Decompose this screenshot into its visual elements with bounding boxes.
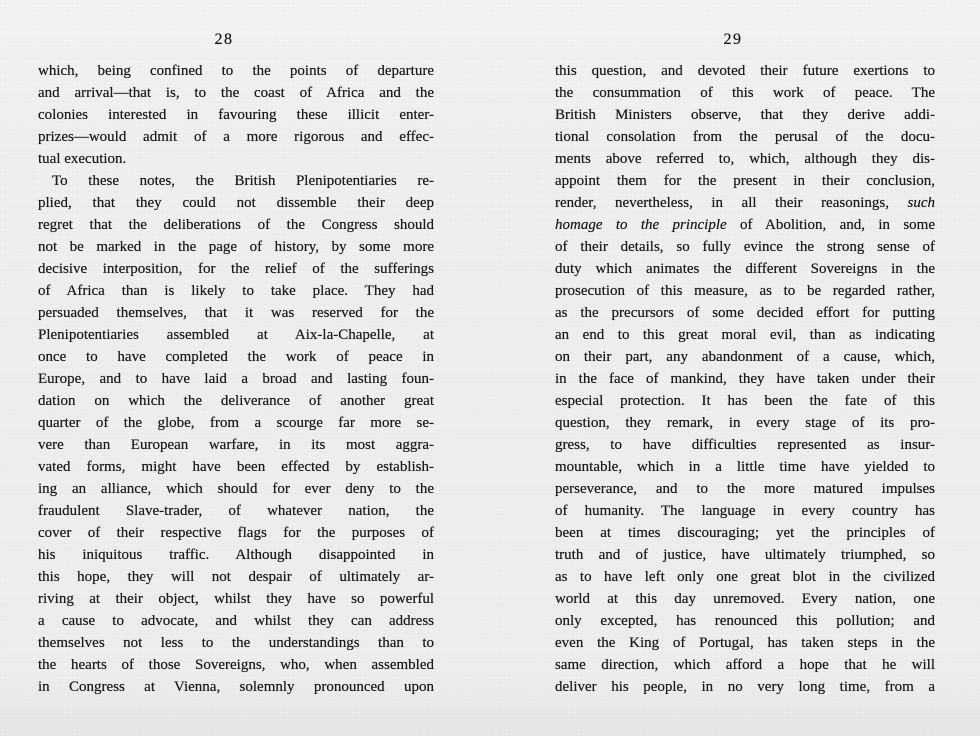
page-body — [555, 60, 935, 698]
text-line — [38, 434, 434, 456]
text-segment: themselves not less to the understandings than to — [38, 635, 434, 651]
text-segment: this hope, they will not despair of ultimately ar- — [38, 569, 434, 585]
text-line — [555, 302, 935, 324]
text-segment: fraudulent Slave-trader, of whatever nation, the — [38, 503, 434, 519]
text-segment: not be marked in the page of history, by some more — [38, 239, 434, 255]
text-line — [38, 522, 434, 544]
text-segment: as to have left only one great blot in the civilized — [555, 569, 935, 585]
text-segment: tual execution. — [38, 151, 127, 167]
text-line — [38, 60, 434, 82]
text-line — [38, 236, 434, 258]
text-segment: even the King of Portugal, has taken steps in the — [555, 635, 935, 651]
text-segment: only excepted, has renounced this pollution; and — [555, 613, 935, 629]
text-segment: gress, to have difficulties represented as insur- — [555, 437, 935, 453]
text-line — [38, 610, 434, 632]
text-segment: this question, and devoted their future exertions to — [555, 63, 935, 79]
text-segment: world at this day unremoved. Every nation, one — [555, 591, 935, 607]
text-segment: perseverance, and to the more matured impulses — [555, 481, 935, 497]
text-line — [555, 654, 935, 676]
text-line — [555, 632, 935, 654]
text-line — [38, 192, 434, 214]
text-segment: his iniquitous traffic. Although disappointed in — [38, 547, 434, 563]
text-line — [38, 566, 434, 588]
text-segment: in the face of mankind, they have taken under their — [555, 371, 935, 387]
text-line — [555, 170, 935, 192]
text-segment: in Congress at Vienna, solemnly pronounced upon — [38, 679, 434, 695]
text-line — [38, 654, 434, 676]
text-segment: as the precursors of some decided effort for putting — [555, 305, 935, 321]
text-line — [38, 588, 434, 610]
text-segment: plied, that they could not dissemble their deep — [38, 195, 434, 211]
text-segment: colonies interested in favouring these illicit enter- — [38, 107, 434, 123]
text-line — [555, 280, 935, 302]
italic-text: such — [907, 195, 935, 211]
text-segment: cover of their respective flags for the purposes of — [38, 525, 434, 541]
text-segment: British Ministers observe, that they derive addi- — [555, 107, 935, 123]
text-line — [555, 522, 935, 544]
text-segment: same direction, which afford a hope that he will — [555, 657, 935, 673]
text-segment: mountable, which in a little time have yielded to — [555, 459, 935, 475]
text-segment: decisive interposition, for the relief of the sufferings — [38, 261, 434, 277]
text-segment: ing an alliance, which should for ever deny to the — [38, 481, 434, 497]
text-line — [38, 258, 434, 280]
text-segment: deliver his people, in no very long time, from a — [555, 679, 935, 695]
text-segment: appoint them for the present in their conclusion, — [555, 173, 935, 189]
text-segment: render, nevertheless, in all their reasonings, — [555, 195, 908, 211]
text-segment: vere than European warfare, in its most aggra- — [38, 437, 434, 453]
text-line — [38, 126, 434, 148]
text-line — [555, 478, 935, 500]
page-number-left: 28 — [214, 31, 234, 48]
text-line — [555, 456, 935, 478]
text-line — [555, 258, 935, 280]
text-line — [555, 500, 935, 522]
text-line — [555, 148, 935, 170]
text-segment: quarter of the globe, from a scourge far more se- — [38, 415, 434, 431]
text-line — [38, 148, 434, 170]
text-line — [38, 676, 434, 698]
text-segment: regret that the deliberations of the Congress should — [38, 217, 434, 233]
text-line — [555, 236, 935, 258]
text-segment: duty which animates the different Sovereigns in the — [555, 261, 935, 277]
text-line — [38, 214, 434, 236]
text-segment: question, they remark, in every stage of its pro- — [555, 415, 935, 431]
text-segment: vated forms, might have been effected by establish- — [38, 459, 434, 475]
text-segment: of Africa than is likely to take place. They had — [38, 283, 434, 299]
text-line — [38, 324, 434, 346]
text-line — [38, 412, 434, 434]
text-segment: of humanity. The language in every country has — [555, 503, 935, 519]
page-number-right: 29 — [723, 31, 743, 48]
page-body — [38, 60, 434, 698]
text-line — [555, 368, 935, 390]
text-line — [555, 610, 935, 632]
text-line — [555, 676, 935, 698]
text-line — [38, 82, 434, 104]
text-segment: on their part, any abandonment of a cause, which, — [555, 349, 935, 365]
text-line — [555, 390, 935, 412]
text-segment: ments above referred to, which, although they dis- — [555, 151, 935, 167]
text-segment: which, being confined to the points of departure — [38, 63, 434, 79]
text-segment: an end to this great moral evil, than as indicating — [555, 327, 935, 343]
text-segment: a cause to advocate, and whilst they can address — [38, 613, 434, 629]
page-right — [555, 0, 935, 736]
text-segment: Plenipotentiaries assembled at Aix-la-Chapelle, at — [38, 327, 434, 343]
text-line — [555, 60, 935, 82]
text-segment: and arrival—that is, to the coast of Africa and the — [38, 85, 434, 101]
text-line — [555, 214, 935, 236]
text-line — [38, 346, 434, 368]
text-line — [555, 412, 935, 434]
text-line — [555, 126, 935, 148]
text-line — [555, 346, 935, 368]
text-line — [38, 280, 434, 302]
text-line — [555, 324, 935, 346]
text-segment: dation on which the deliverance of another great — [38, 393, 434, 409]
text-segment: the hearts of those Sovereigns, who, when assembled — [38, 657, 434, 673]
text-line — [555, 82, 935, 104]
text-segment: of their details, so fully evince the strong sense of — [555, 239, 935, 255]
text-line — [38, 500, 434, 522]
text-segment: especial protection. It has been the fate of this — [555, 393, 935, 409]
text-line — [38, 368, 434, 390]
text-segment: tional consolation from the perusal of the docu- — [555, 129, 935, 145]
text-line — [555, 192, 935, 214]
text-line — [38, 170, 434, 192]
text-segment: riving at their object, whilst they have so powerful — [38, 591, 434, 607]
text-segment: To these notes, the British Plenipotentiaries re- — [52, 173, 434, 189]
text-line — [38, 478, 434, 500]
text-segment: the consummation of this work of peace. The — [555, 85, 935, 101]
text-segment: once to have completed the work of peace in — [38, 349, 434, 365]
text-line — [38, 544, 434, 566]
text-line — [555, 434, 935, 456]
text-segment: persuaded themselves, that it was reserved for the — [38, 305, 434, 321]
text-segment: prosecution of this measure, as to be regarded rather, — [555, 283, 935, 299]
text-line — [38, 632, 434, 654]
text-line — [555, 566, 935, 588]
page-left — [38, 0, 434, 736]
text-segment: Europe, and to have laid a broad and lasting foun- — [38, 371, 434, 387]
text-segment: truth and of justice, have ultimately triumphed, so — [555, 547, 935, 563]
text-line — [555, 104, 935, 126]
text-line — [38, 456, 434, 478]
text-segment: of Abolition, and, in some — [726, 217, 935, 233]
text-line — [38, 302, 434, 324]
text-line — [38, 390, 434, 412]
text-segment: been at times discouraging; yet the principles of — [555, 525, 935, 541]
text-line — [555, 588, 935, 610]
text-line — [38, 104, 434, 126]
text-line — [555, 544, 935, 566]
text-segment: prizes—would admit of a more rigorous and effec- — [38, 129, 434, 145]
italic-text: homage to the principle — [555, 217, 727, 233]
